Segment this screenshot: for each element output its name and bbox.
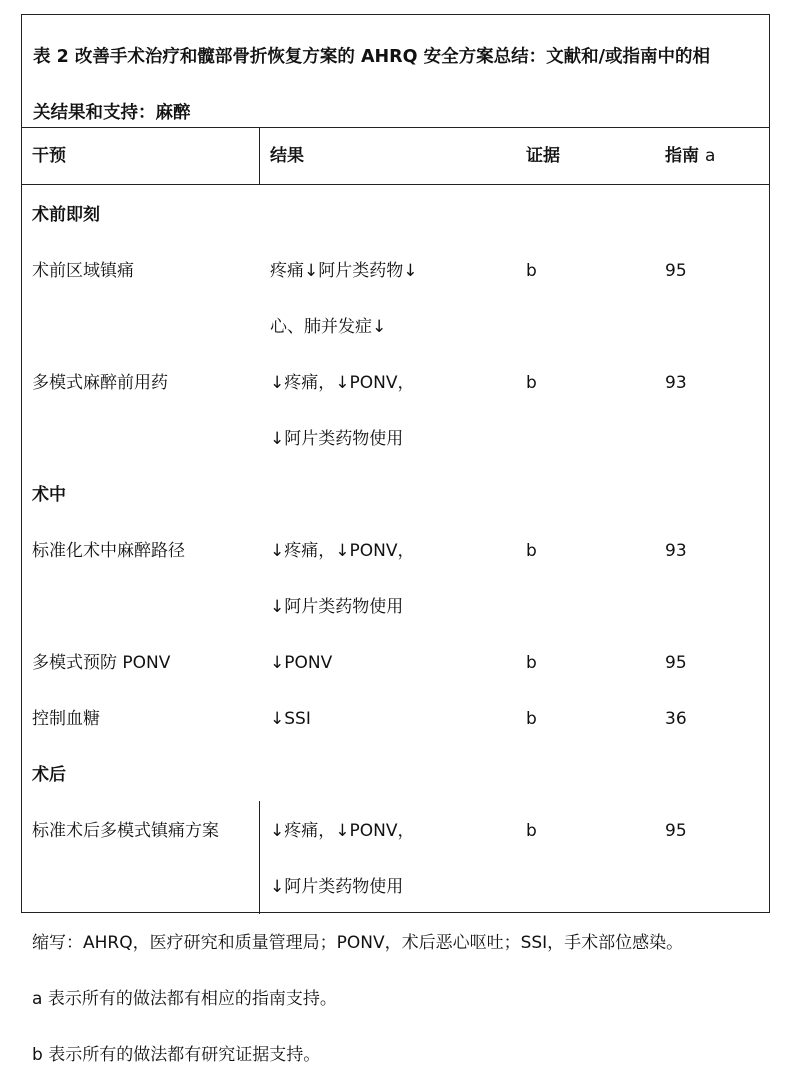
- cell-intervention: 标准术后多模式镇痛方案: [32, 821, 219, 841]
- cell-intervention: 多模式预防 PONV: [32, 653, 171, 673]
- note-abbreviations: 缩写：AHRQ，医疗研究和质量管理局；PONV，术后恶心呕吐；SSI，手术部位感染。: [32, 933, 684, 953]
- cell-evidence: b: [526, 821, 537, 841]
- cell-guideline: 95: [665, 261, 687, 281]
- header-evidence: 证据: [526, 146, 560, 166]
- cell-guideline: 95: [665, 653, 687, 673]
- note-a: a 表示所有的做法都有相应的指南支持。: [32, 989, 337, 1009]
- cell-evidence: b: [526, 653, 537, 673]
- cell-evidence: b: [526, 261, 537, 281]
- cell-outcome: ↓SSI: [270, 709, 311, 729]
- header-guideline-label: 指南: [665, 146, 699, 166]
- table-notes: [32, 915, 772, 1083]
- cell-outcome: ↓阿片类药物使用: [270, 597, 404, 617]
- caption-line-1: 表 2 改善手术治疗和髋部骨折恢复方案的 AHRQ 安全方案总结：文献和/或指南中的相: [33, 47, 710, 67]
- cell-guideline: 93: [665, 373, 687, 393]
- header-outcome: 结果: [270, 146, 304, 166]
- header-guideline-superscript: a: [705, 146, 716, 166]
- cell-outcome: 心、肺并发症↓: [270, 317, 387, 337]
- note-b: b 表示所有的做法都有研究证据支持。: [32, 1045, 321, 1065]
- cell-guideline: 95: [665, 821, 687, 841]
- cell-intervention: 标准化术中麻醉路径: [32, 541, 185, 561]
- caption-line-2: 关结果和支持：麻醉: [33, 103, 191, 123]
- table-header-row: [22, 128, 769, 185]
- section-title: 术后: [32, 765, 66, 785]
- cell-outcome: ↓阿片类药物使用: [270, 429, 404, 449]
- header-guideline: [665, 128, 715, 185]
- cell-outcome: 疼痛↓阿片类药物↓: [270, 261, 418, 281]
- column-divider: [259, 128, 260, 185]
- cell-intervention: 控制血糖: [32, 709, 100, 729]
- section-title: 术中: [32, 485, 66, 505]
- table-caption: [22, 15, 769, 128]
- cell-outcome: ↓阿片类药物使用: [270, 877, 404, 897]
- cell-guideline: 93: [665, 541, 687, 561]
- cell-evidence: b: [526, 541, 537, 561]
- cell-intervention: 多模式麻醉前用药: [32, 373, 168, 393]
- column-divider: [259, 801, 260, 914]
- cell-outcome: ↓疼痛，↓PONV，: [270, 821, 415, 841]
- cell-evidence: b: [526, 709, 537, 729]
- cell-intervention: 术前区域镇痛: [32, 261, 134, 281]
- section-title: 术前即刻: [32, 205, 100, 225]
- cell-outcome: ↓疼痛，↓PONV，: [270, 373, 415, 393]
- cell-evidence: b: [526, 373, 537, 393]
- cell-outcome: ↓PONV: [270, 653, 333, 673]
- header-intervention: 干预: [32, 146, 66, 166]
- results-table: [21, 14, 770, 913]
- cell-guideline: 36: [665, 709, 687, 729]
- cell-outcome: ↓疼痛，↓PONV，: [270, 541, 415, 561]
